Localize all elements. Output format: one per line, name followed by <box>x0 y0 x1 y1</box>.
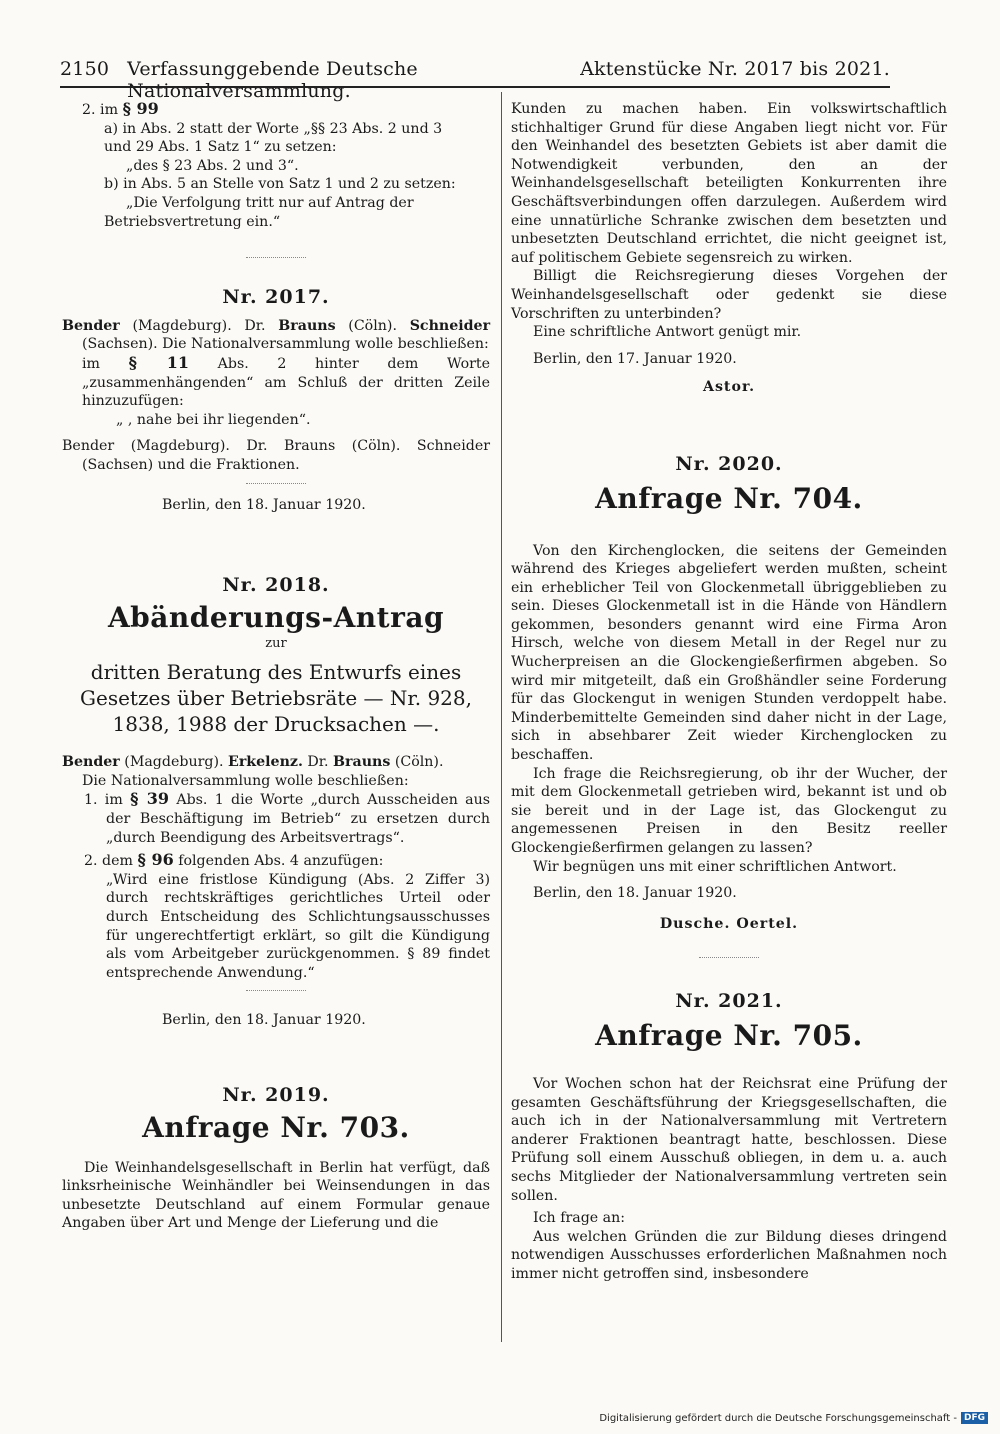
nr-2018-subject: dritten Beratung des Entwurfs eines Gesetzes über Betriebsräte — Nr. 928, 1838, 1988 der Drucksachen —. <box>80 660 472 737</box>
nr-2017-title: Nr. 2017. <box>222 286 330 309</box>
nr-2020-heading: Anfrage Nr. 704. <box>595 481 863 515</box>
header-docs: Aktenstücke Nr. 2017 bis 2021. <box>580 58 890 80</box>
nr-2021-ask: Ich frage an: <box>533 1210 626 1227</box>
nr-2019-continued: Kunden zu machen haben. Ein volkswirtschaftlich stichhaltiger Grund für diese Angaben liegt nicht vor. Für den Weinhandel des besetzten Gebiets ist aber damit die Notwendigkeit verbunden, den an der Weinhandelsgesellschaft beteiligten Konkurrenten ihre Geschäftsverbindungen offen darzulegen. Außerdem wird eine unnatürliche Schranke zwischen dem besetzten und unbesetzten Deutschland errichtet, die nicht geeignet ist, auf politischem Gebiete segensreich zu wirken. <box>511 101 947 266</box>
digitization-footer <box>599 1412 988 1424</box>
nr-2017-date: Berlin, den 18. Januar 1920. <box>162 496 366 513</box>
nr-2018-title: Nr. 2018. <box>222 574 330 597</box>
nr-2021-question: Aus welchen Gründen die zur Bildung dieses dringend notwendigen Ausschusses erforderlichen Maßnahmen noch immer nicht getroffen sind, insbesondere <box>511 1228 947 1282</box>
nr-2018-authors: Bender (Magdeburg). Erkelenz. Dr. Brauns (Cöln). <box>62 754 444 771</box>
nr-2020-question: Ich frage die Reichsregierung, ob ihr der Wucher, der mit dem Glockenmetall getrieben wird, bekannt ist und ob sie bereit und in der Lage ist, das Glockengut zu angemessenen Preisen in den Besitz reeller Glockengießerfirmen gelangen zu lassen? <box>511 765 947 856</box>
intro-a2: und 29 Abs. 1 Satz 1“ zu setzen: <box>104 139 337 156</box>
nr-2018-date: Berlin, den 18. Januar 1920. <box>162 1012 366 1029</box>
intro-b3: Betriebsvertretung ein.“ <box>104 213 281 230</box>
nr-2019-question: Billigt die Reichsregierung dieses Vorgehen der Weinhandelsgesellschaft oder gedenkt sie diese Vorschriften zu unterbinden? <box>511 268 947 322</box>
intro-item2: 2. im § 99 <box>82 99 159 118</box>
nr-2020-date: Berlin, den 18. Januar 1920. <box>533 885 737 902</box>
page-header <box>60 58 890 102</box>
nr-2018-heading: Abänderungs-Antrag <box>107 600 445 634</box>
nr-2021-title: Nr. 2021. <box>675 990 783 1013</box>
nr-2019-date: Berlin, den 17. Januar 1920. <box>533 350 737 367</box>
nr-2020-title: Nr. 2020. <box>675 452 783 475</box>
dfg-logo: DFG <box>961 1412 988 1424</box>
nr-2019-text: Die Weinhandelsgesellschaft in Berlin hat verfügt, daß linksrheinische Weinhändler bei Weinsendungen in das unbesetzte Deutschland auf einem Formular genaue Angaben über Art und Menge der Lieferung und die <box>62 1159 490 1232</box>
nr-2020-signature: Dusche. Oertel. <box>659 915 799 932</box>
page-number: 2150 <box>60 58 110 80</box>
footer-text: Digitalisierung gefördert durch die Deutsche Forschungsgemeinschaft - <box>599 1412 957 1424</box>
right-column <box>511 100 947 1284</box>
column-divider <box>501 92 502 1342</box>
header-rule <box>60 86 890 88</box>
nr-2018-item1: 1. im § 39 Abs. 1 die Worte „durch Ausscheiden aus der Beschäftigung im Betrieb“ zu ersetzen durch „durch Beendigung des Arbeitsvertrags“. <box>84 789 491 846</box>
nr-2019-signature: Astor. <box>702 379 756 396</box>
intro-b2: „Die Verfolgung tritt nur auf Antrag der <box>126 194 414 211</box>
nr-2019-title: Nr. 2019. <box>222 1084 330 1106</box>
nr-2021-heading: Anfrage Nr. 705. <box>595 1018 863 1052</box>
nr-2017-quote: „ , nahe bei ihr liegenden“. <box>116 411 311 428</box>
nr-2017-signers: Bender (Magdeburg). Dr. Brauns (Cöln). Schneider (Sachsen) und die Fraktionen. <box>62 438 490 473</box>
nr-2020-answer: Wir begnügen uns mit einer schriftlichen Antwort. <box>533 858 897 875</box>
left-column <box>62 100 490 1233</box>
nr-2018-item2: 2. dem § 96 folgenden Abs. 4 anzufügen: <box>84 850 384 870</box>
nr-2021-text: Vor Wochen schon hat der Reichsrat eine Prüfung der gesamten Geschäftsführung der Kriegsgesellschaften, die auch ich in der Nationalversammlung mit Vertretern anderer Fraktionen beantragt hatte, beschlossen. Diese Prüfung soll einem Ausschuß obliegen, in dem u. a. auch sechs Mitglieder der Nationalversammlung vertreten sein sollen. <box>511 1075 947 1204</box>
nr-2017-authors: Bender (Magdeburg). Dr. Brauns (Cöln). Schneider (Sachsen). Die Nationalversammlung wolle beschließen: <box>62 317 491 353</box>
nr-2019-answer: Eine schriftliche Antwort genügt mir. <box>533 324 802 341</box>
nr-2017-text: im § 11 Abs. 2 hinter dem Worte „zusammenhängenden“ am Schluß der dritten Zeile hinzuzufügen: <box>82 352 490 410</box>
nr-2018-resolve: Die Nationalversammlung wolle beschließen: <box>82 772 409 789</box>
nr-2019-heading: Anfrage Nr. 703. <box>142 1110 410 1144</box>
intro-b: b) in Abs. 5 an Stelle von Satz 1 und 2 zu setzen: <box>104 176 456 193</box>
intro-a3: „des § 23 Abs. 2 und 3“. <box>126 157 299 174</box>
nr-2018-zur: zur <box>265 635 287 651</box>
nr-2018-item2-quote: „Wird eine fristlose Kündigung (Abs. 2 Ziffer 3) durch rechtskräftiges gerichtliches Urteil oder durch Entscheidung des Schlichtungsausschusses für ungerechtfertigt erklärt, so gilt die Kündigung als vom Arbeitgeber zurückgenommen. § 89 findet entsprechende Anwendung.“ <box>106 871 490 981</box>
header-title: Verfassunggebende Deutsche Nationalversammlung. <box>127 58 418 102</box>
nr-2020-text: Von den Kirchenglocken, die seitens der Gemeinden während des Krieges abgeliefert werden mußten, scheint ein erheblicher Teil von Glockenmetall übriggeblieben zu sein. Dieses Glockenmetall ist in die Hände von Händlern gekommen, besonders genannt wird eine Firma Aron Hirsch, welche von diesem Metall in der Regel nur zu Wucherpreisen an die Glockengießerfirmen abgeben. So wird mir mitgeteilt, daß ein Großhändler seine Forderung für das Glockengut in wenigen Stunden verdoppelt habe. Minderbemittelte Gemeinden sind daher nicht in der Lage, sich in absehbarer Zeit wieder Kirchenglocken zu beschaffen. <box>511 542 947 764</box>
intro-a: a) in Abs. 2 statt der Worte „§§ 23 Abs. 2 und 3 <box>104 120 443 137</box>
